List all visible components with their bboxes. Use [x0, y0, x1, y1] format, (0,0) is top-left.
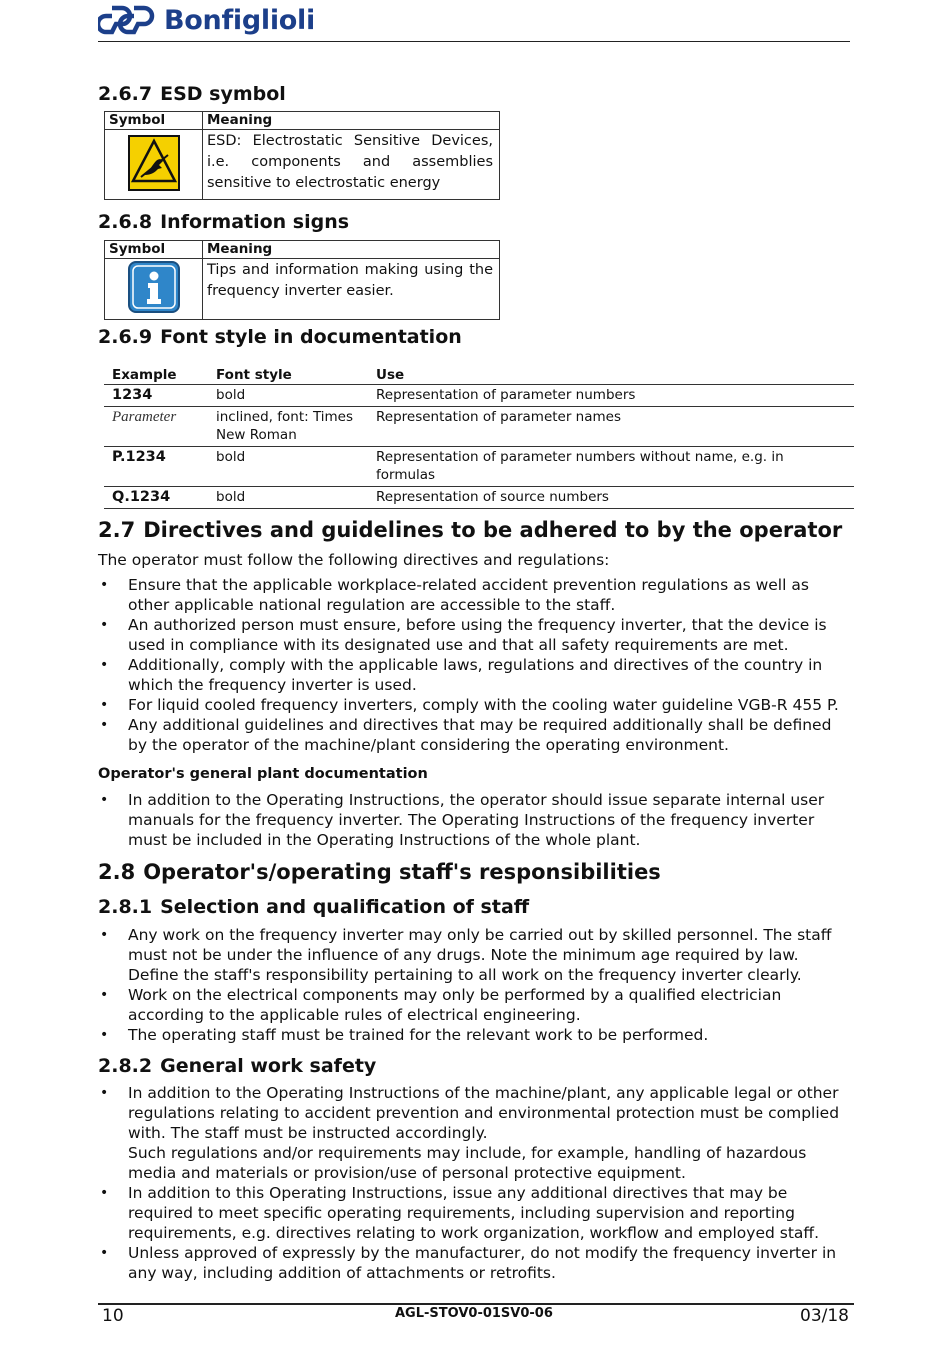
subheading-plant-documentation: Operator's general plant documentation	[98, 766, 428, 782]
esd-meaning: ESD: Electrostatic Sensitive Devices, i.e. components and assemblies sensitive to electrostatic energy	[203, 130, 500, 200]
col-symbol: Symbol	[105, 112, 203, 130]
section-number: 2.6.9	[98, 326, 153, 348]
font-style-table	[104, 364, 854, 509]
example-cell: 1234	[104, 384, 208, 406]
example-cell: Q.1234	[104, 486, 208, 508]
heading-2-8	[98, 860, 661, 884]
heading-2-6-9	[98, 326, 462, 348]
symbol-cell	[105, 130, 203, 200]
documentation-list	[98, 790, 850, 850]
esd-warning-icon	[128, 135, 180, 191]
col-font-style: Font style	[208, 364, 368, 384]
heading-2-6-8	[98, 211, 349, 233]
document-code: AGL-STOV0-01SV0-06	[395, 1306, 553, 1321]
col-example: Example	[104, 364, 208, 384]
col-meaning: Meaning	[203, 112, 500, 130]
example-cell: Parameter	[104, 406, 208, 446]
section-title: General work safety	[160, 1055, 377, 1077]
use-cell: Representation of parameter numbers	[368, 384, 854, 406]
page-number: 10	[102, 1306, 124, 1326]
table-row	[104, 486, 854, 508]
directives-list	[98, 575, 850, 755]
use-cell: Representation of parameter names	[368, 406, 854, 446]
list-item	[98, 1083, 850, 1183]
section-number: 2.6.8	[98, 211, 153, 233]
list-item: • An authorized person must ensure, before using the frequency inverter, that the device is used in compliance with its designated use and that all safety requirements are met.	[98, 615, 850, 655]
section-number: 2.7	[98, 518, 136, 542]
font-style-cell: bold	[208, 384, 368, 406]
heading-2-7	[98, 518, 842, 542]
brand-name: Bonfiglioli	[164, 4, 315, 36]
section-title: Selection and qualification of staff	[160, 896, 530, 918]
section-number: 2.8	[98, 860, 136, 884]
heading-2-6-7	[98, 83, 286, 105]
use-cell: Representation of source numbers	[368, 486, 854, 508]
esd-symbol-table	[104, 111, 500, 200]
table-row	[104, 384, 854, 406]
info-signs-table	[104, 240, 500, 320]
list-item: • Unless approved of expressly by the manufacturer, do not modify the frequency inverter in any way, including addition of attachments or retrofits.	[98, 1243, 850, 1283]
use-cell: Representation of parameter numbers without name, e.g. in formulas	[368, 446, 854, 486]
heading-2-8-2	[98, 1055, 376, 1077]
section-number: 2.8.1	[98, 896, 153, 918]
font-style-cell: inclined, font: Times New Roman	[208, 406, 368, 446]
info-meaning: Tips and information making using the frequency inverter easier.	[203, 259, 500, 320]
heading-2-8-1	[98, 896, 529, 918]
list-item: • Any work on the frequency inverter may only be carried out by skilled personnel. The staff must not be under the influence of any drugs. Note the minimum age required by law. Define the staff's responsibility pertaining to all work on the frequency inverter clearly.	[98, 925, 850, 985]
section-title: Directives and guidelines to be adhered to by the operator	[143, 518, 843, 542]
list-item-text: • In addition to the Operating Instructions of the machine/plant, any applicable legal or other regulations relating to accident prevention and environmental protection must be complied with. The staff must be instructed accordingly.	[128, 1084, 840, 1142]
font-style-cell: bold	[208, 446, 368, 486]
font-style-cell: bold	[208, 486, 368, 508]
list-item: • In addition to this Operating Instructions, issue any additional directives that may be required to meet specific operating requirements, including supervision and reporting requirements, e.g. directives relating to work organization, workflow and employed staff.	[98, 1183, 850, 1243]
work-safety-list	[98, 1083, 850, 1283]
list-item-continuation: Such regulations and/or requirements may include, for example, handling of hazardous media and materials or provision/use of personal protective equipment.	[128, 1144, 807, 1182]
list-item: • For liquid cooled frequency inverters, comply with the cooling water guideline VGB-R 455 P.	[98, 695, 850, 715]
intro-paragraph: The operator must follow the following directives and regulations:	[98, 551, 610, 569]
section-title: Information signs	[160, 211, 350, 233]
list-item: • Ensure that the applicable workplace-related accident prevention regulations as well as other applicable national regulation are accessible to the staff.	[98, 575, 850, 615]
col-use: Use	[368, 364, 854, 384]
list-item: • Any additional guidelines and directives that may be required additionally shall be defined by the operator of the machine/plant considering the operating environment.	[98, 715, 850, 755]
footer-divider	[98, 1303, 854, 1305]
list-item: • In addition to the Operating Instructions, the operator should issue separate internal user manuals for the frequency inverter. The Operating Instructions of the frequency inverter must be included in the Operating Instructions of the whole plant.	[98, 790, 850, 850]
section-number: 2.6.7	[98, 83, 153, 105]
list-item: • Additionally, comply with the applicable laws, regulations and directives of the country in which the frequency inverter is used.	[98, 655, 850, 695]
document-date: 03/18	[800, 1306, 849, 1326]
list-item: • The operating staff must be trained for the relevant work to be performed.	[98, 1025, 850, 1045]
col-meaning: Meaning	[203, 241, 500, 259]
section-title: ESD symbol	[160, 83, 286, 105]
section-title: Operator's/operating staff's responsibilities	[143, 860, 661, 884]
list-item: • Work on the electrical components may only be performed by a qualified electrician according to the applicable rules of electrical engineering.	[98, 985, 850, 1025]
table-row	[104, 406, 854, 446]
bonfiglioli-logo-icon	[98, 4, 158, 36]
table-header-row	[104, 364, 854, 384]
staff-qualification-list	[98, 925, 850, 1045]
section-title: Font style in documentation	[160, 326, 462, 348]
info-icon	[128, 261, 180, 313]
example-cell: P.1234	[104, 446, 208, 486]
page-header	[98, 2, 850, 42]
symbol-cell	[105, 259, 203, 320]
brand-logo	[98, 4, 315, 36]
col-symbol: Symbol	[105, 241, 203, 259]
section-number: 2.8.2	[98, 1055, 153, 1077]
table-row	[104, 446, 854, 486]
